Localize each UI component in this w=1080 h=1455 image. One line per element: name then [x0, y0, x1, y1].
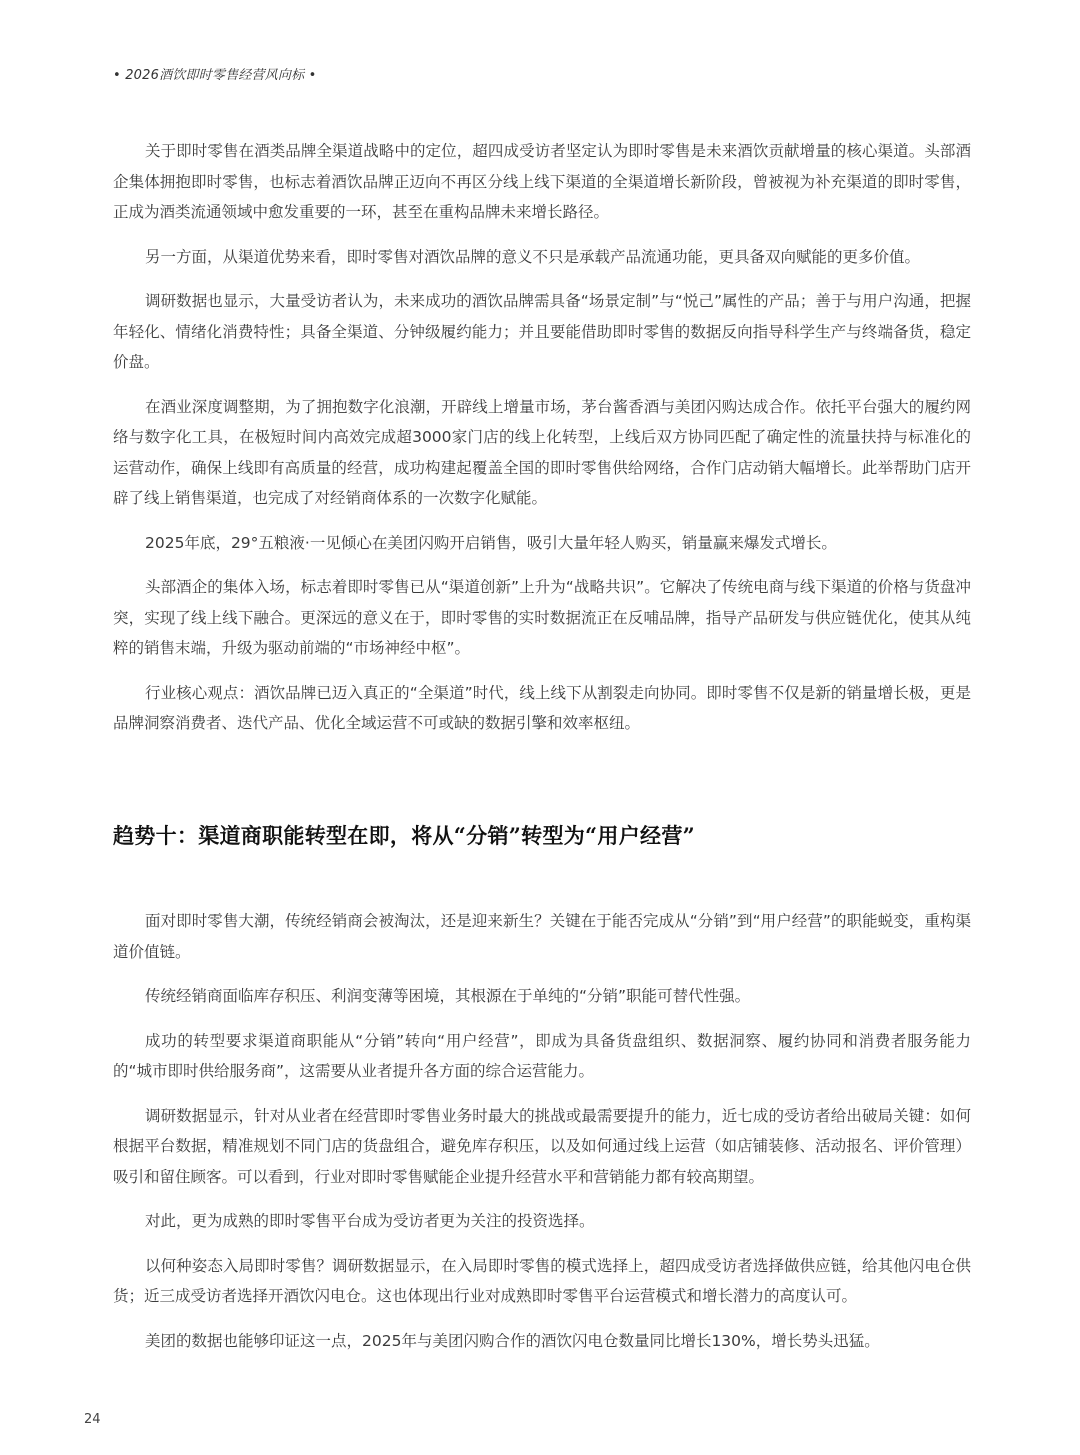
paragraph: 另一方面，从渠道优势来看，即时零售对酒饮品牌的意义不只是承载产品流通功能，更具备双向赋能的更多价值。 [145, 247, 921, 266]
paragraph: 调研数据也显示，大量受访者认为，未来成功的酒饮品牌需具备“场景定制”与“悦己”属性的产品；善于与用户沟通，把握年轻化、情绪化消费特性；具备全渠道、分钟级履约能力；并且要能借助即时零售的数据反向指导科学生产与终端备货，稳定价盘。 [113, 292, 971, 371]
paragraph: 成功的转型要求渠道商职能从“分销”转向“用户经营”，即成为具备货盘组织、数据洞察、履约协同和消费者服务能力的“城市即时供给服务商”，这需要从业者提升各方面的综合运营能力。 [113, 1031, 971, 1080]
trend-ten-heading: 趋势十：渠道商职能转型在即，将从“分销”转型为“用户经营” [113, 823, 696, 848]
paragraph: 以何种姿态入局即时零售？调研数据显示，在入局即时零售的模式选择上，超四成受访者选择做供应链，给其他闪电仓供货；近三成受访者选择开酒饮闪电仓。这也体现出行业对成熟即时零售平台运营模式和增长潜力的高度认可。 [113, 1256, 971, 1305]
paragraph: 传统经销商面临库存积压、利润变薄等困境，其根源在于单纯的“分销”职能可替代性强。 [145, 987, 751, 1005]
section-distributor-transformation [113, 906, 971, 1370]
page-number: 24 [84, 1412, 101, 1427]
section-channel-strategy [113, 136, 971, 753]
paragraph: 行业核心观点：酒饮品牌已迈入真正的“全渠道”时代，线上线下从割裂走向协同。即时零售不仅是新的销量增长极，更是品牌洞察消费者、迭代产品、优化全域运营不可或缺的数据引擎和效率枢纽。 [113, 683, 971, 732]
running-header: • 2026酒饮即时零售经营风向标 • [113, 68, 317, 83]
paragraph: 关于即时零售在酒类品牌全渠道战略中的定位，超四成受访者坚定认为即时零售是未来酒饮贡献增量的核心渠道。头部酒企集体拥抱即时零售，也标志着酒饮品牌正迈向不再区分线上线下渠道的全渠道增长新阶段，曾被视为补充渠道的即时零售，正成为酒类流通领域中愈发重要的一环，甚至在重构品牌未来增长路径。 [113, 142, 971, 221]
paragraph: 在酒业深度调整期，为了拥抱数字化浪潮，开辟线上增量市场，茅台酱香酒与美团闪购达成合作。依托平台强大的履约网络与数字化工具，在极短时间内高效完成超3000家门店的线上化转型，上线后双方协同匹配了确定性的流量扶持与标准化的运营动作，确保上线即有高质量的经营，成功构建起覆盖全国的即时零售供给网络，合作门店动销大幅增长。此举帮助门店开辟了线上销售渠道，也完成了对经销商体系的一次数字化赋能。 [113, 397, 971, 507]
paragraph: 头部酒企的集体入场，标志着即时零售已从“渠道创新”上升为“战略共识”。它解决了传统电商与线下渠道的价格与货盘冲突，实现了线上线下融合。更深远的意义在于，即时零售的实时数据流正在反哺品牌，指导产品研发与供应链优化，使其从纯粹的销售末端，升级为驱动前端的“市场神经中枢”。 [113, 578, 971, 657]
paragraph: 调研数据显示，针对从业者在经营即时零售业务时最大的挑战或最需要提升的能力，近七成的受访者给出破局关键：如何根据平台数据，精准规划不同门店的货盘组合，避免库存积压，以及如何通过线上运营（如店铺装修、活动报名、评价管理）吸引和留住顾客。可以看到，行业对即时零售赋能企业提升经营水平和营销能力都有较高期望。 [113, 1106, 971, 1186]
paragraph: 面对即时零售大潮，传统经销商会被淘汰，还是迎来新生？关键在于能否完成从“分销”到“用户经营”的职能蜕变，重构渠道价值链。 [113, 912, 971, 961]
paragraph: 2025年底，29°五粮液·一见倾心在美团闪购开启销售，吸引大量年轻人购买，销量赢来爆发式增长。 [145, 533, 837, 552]
paragraph: 美团的数据也能够印证这一点，2025年与美团闪购合作的酒饮闪电仓数量同比增长130%，增长势头迅猛。 [145, 1331, 880, 1350]
paragraph: 对此，更为成熟的即时零售平台成为受访者更为关注的投资选择。 [145, 1212, 595, 1230]
